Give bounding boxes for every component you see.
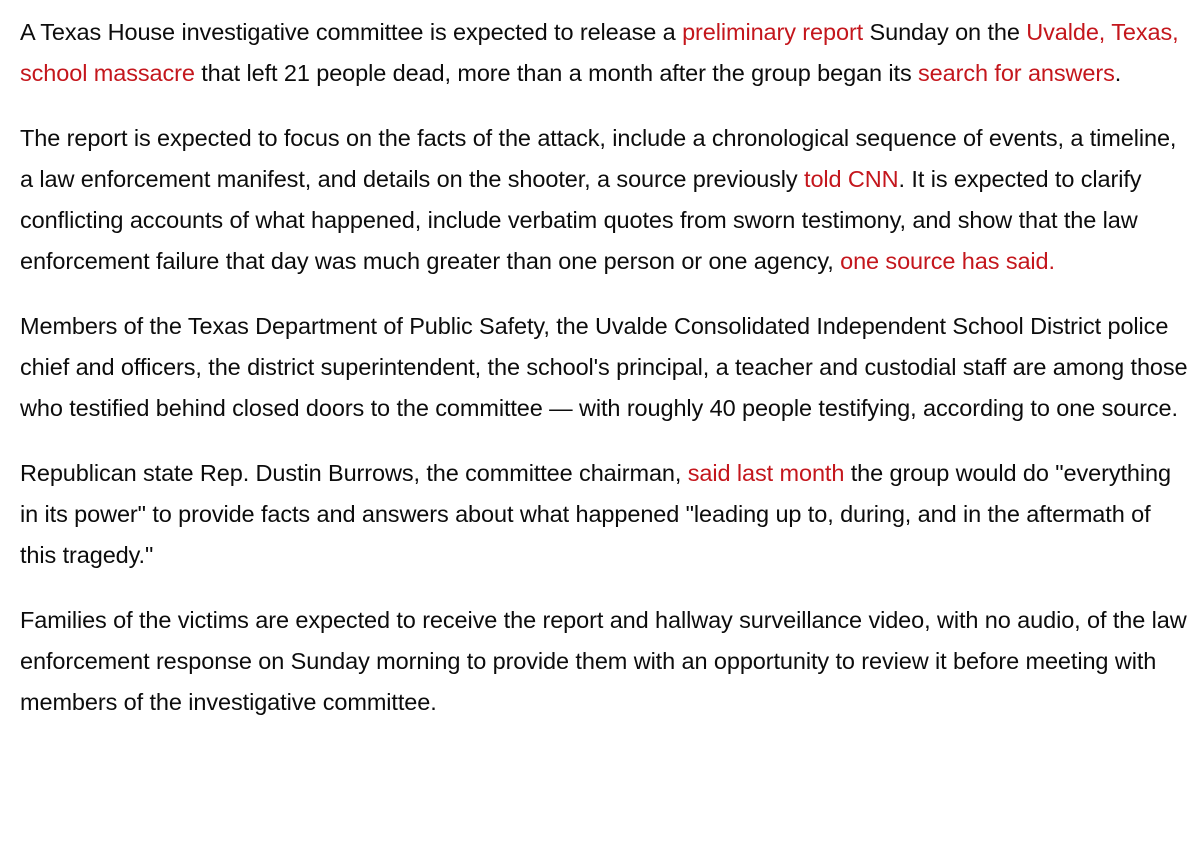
text-run: . It is expected to clarify conflicting accounts of what happened, include verbatim quotes from sworn testimony, and show that the law enforcement failure that day was much greater than one person or one agency, xyxy=(20,166,1142,274)
article-body xyxy=(20,12,1190,747)
paragraph-4 xyxy=(20,453,1190,576)
paragraph-2 xyxy=(20,118,1190,282)
text-run: Families of the victims are expected to receive the report and hallway surveillance video, with no audio, of the law enforcement response on Sunday morning to provide them with an opportunity to review it before meeting with members of the investigative committee. xyxy=(20,607,1187,715)
text-run: Republican state Rep. Dustin Burrows, the committee chairman, xyxy=(20,460,688,486)
text-run: A Texas House investigative committee is expected to release a xyxy=(20,19,683,45)
link-said-last-month[interactable]: said last month xyxy=(687,460,845,486)
paragraph-5 xyxy=(20,600,1190,723)
text-run: Members of the Texas Department of Public Safety, the Uvalde Consolidated Independent School District police chief and officers, the district superintendent, the school's principal, a teacher and custodial staff are among those who testified behind closed doors to the committee — with roughly 40 people testifying, according to one source. xyxy=(20,313,1188,421)
paragraph-3 xyxy=(20,306,1190,429)
text-run: that left 21 people dead, more than a month after the group began its xyxy=(194,60,919,86)
text-run: . xyxy=(1114,60,1122,86)
link-search-for-answers[interactable]: search for answers xyxy=(918,60,1115,86)
text-run: The report is expected to focus on the facts of the attack, include a chronological sequence of events, a timeline, a law enforcement manifest, and details on the shooter, a source previously xyxy=(20,125,1177,192)
link-told-cnn[interactable]: told CNN xyxy=(804,166,899,192)
text-run: the group would do "everything in its power" to provide facts and answers about what happened "leading up to, during, and in the aftermath of this tragedy." xyxy=(20,460,1171,568)
paragraph-1 xyxy=(20,12,1190,94)
link-uvalde-school-massacre[interactable]: Uvalde, Texas, school massacre xyxy=(20,19,1179,86)
link-preliminary-report[interactable]: preliminary report xyxy=(682,19,864,45)
text-run: Sunday on the xyxy=(863,19,1027,45)
link-one-source-has-said[interactable]: one source has said. xyxy=(840,248,1055,274)
